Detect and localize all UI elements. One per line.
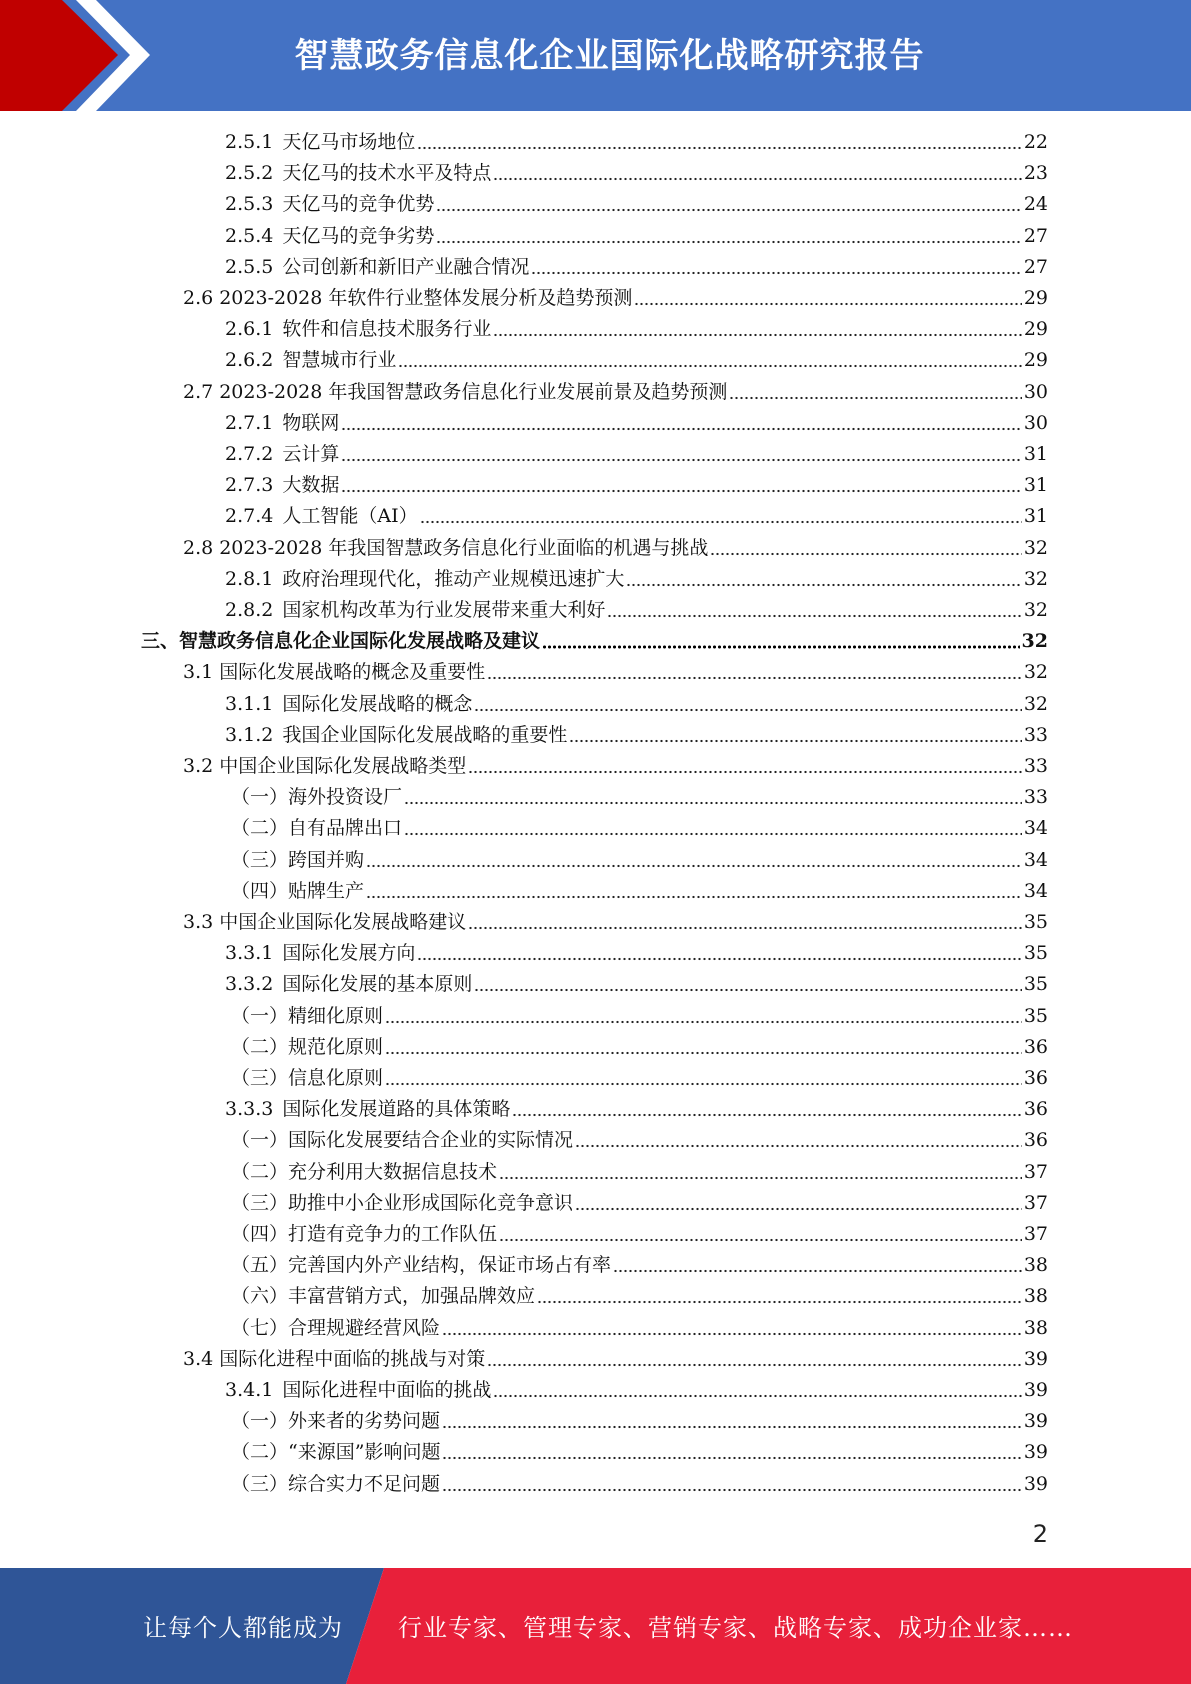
toc-entry-page: 33 [1023,786,1048,809]
footer-slogan-left: 让每个人都能成为 [143,1614,343,1642]
toc-entry-title: 国际化进程中面临的挑战与对策 [219,1347,486,1370]
toc-entry-page: 35 [1023,1004,1048,1027]
toc-entry[interactable] [225,314,1048,345]
toc-entry-page: 36 [1023,1129,1048,1152]
toc-entry-number: 3.3.1 [225,942,274,965]
toc-entry[interactable] [183,657,1048,688]
toc-entry[interactable] [231,876,1048,907]
toc-entry-page: 32 [1023,599,1048,621]
toc-entry-title: 政府治理现代化，推动产业规模迅速扩大 [282,567,625,590]
toc-entry[interactable] [231,1406,1048,1437]
toc-entry-number: 3.1 [183,661,214,684]
toc-entry-number: （六） [231,1285,289,1308]
toc-entry-number: 2.5.1 [225,131,274,153]
toc-entry-number: 2.8.1 [225,567,274,590]
toc-entry-page: 39 [1023,1347,1048,1370]
toc-entry[interactable] [231,845,1048,876]
toc-entry-page: 35 [1023,942,1048,965]
toc-entry-number: （一） [231,1004,289,1027]
toc-entry-title: 物联网 [282,411,340,434]
toc-entry-number: （二） [231,1035,289,1058]
toc-entry-number: （七） [231,1316,289,1339]
toc-entry-title: 智慧政务信息化企业国际化发展战略及建议 [179,630,541,653]
toc-entry-title: 打造有竞争力的工作队伍 [288,1223,498,1245]
toc-entry-page: 32 [1023,567,1048,590]
toc-entry-page: 37 [1023,1191,1048,1214]
toc-entry[interactable] [231,1032,1048,1063]
toc-entry-number: 3.1.2 [225,723,274,746]
toc-entry-page: 24 [1023,193,1048,216]
toc-dot-leader [341,454,1021,462]
toc-entry-page: 34 [1023,879,1048,902]
toc-entry-title: 我国企业国际化发展战略的重要性 [282,723,568,746]
toc-entry-number: （二） [231,817,289,840]
toc-entry[interactable] [225,689,1048,720]
toc-entry[interactable] [231,1125,1048,1156]
toc-entry[interactable] [231,1063,1048,1094]
toc-entry-page: 30 [1023,380,1048,403]
toc-entry-number: （一） [231,1410,289,1433]
toc-entry-number: 2.7.1 [225,411,274,434]
toc-entry-page: 29 [1023,287,1048,309]
toc-entry-title: 综合实力不足问题 [288,1472,441,1495]
toc-entry[interactable] [225,595,1048,626]
toc-entry-title: 海外投资设厂 [288,786,403,809]
toc-entry[interactable] [225,189,1048,220]
toc-dot-leader [341,423,1021,431]
toc-dot-leader [493,173,1021,181]
toc-entry-title: 2023-2028 年我国智慧政务信息化行业发展前景及趋势预测 [219,380,728,403]
toc-entry-title: 国际化发展战略的概念 [282,692,473,715]
toc-entry-number: 3.1.1 [225,692,274,715]
toc-dot-leader [493,1390,1021,1398]
toc-entry[interactable] [225,345,1048,376]
toc-entry-number: 2.7.2 [225,443,274,465]
toc-entry[interactable] [183,283,1048,314]
report-title: 智慧政务信息化企业国际化战略研究报告 [294,36,925,76]
toc-entry[interactable] [225,1094,1048,1125]
toc-entry-page: 29 [1023,349,1048,372]
toc-entry-title: 人工智能（AI） [282,505,418,528]
toc-entry[interactable] [141,626,1048,657]
toc-entry-number: （四） [231,1223,289,1245]
toc-entry[interactable] [183,751,1048,782]
toc-entry-page: 32 [1023,692,1048,715]
toc-dot-leader [436,204,1021,212]
toc-entry-number: （三） [231,1067,289,1089]
toc-entry-title: 国际化发展要结合企业的实际情况 [288,1129,574,1152]
toc-entry[interactable] [225,720,1048,751]
toc-dot-leader [468,766,1022,774]
toc-entry-page: 38 [1023,1254,1048,1277]
toc-dot-leader [366,891,1022,899]
toc-entry-title: 国际化发展战略的概念及重要性 [219,661,486,684]
toc-entry-page: 34 [1023,817,1048,840]
toc-entry-number: 2.5.2 [225,162,274,185]
toc-entry-number: 2.7 [183,380,214,403]
toc-entry-number: 3.2 [183,755,214,777]
toc-entry[interactable] [231,1001,1048,1032]
toc-entry-number: 2.8.2 [225,599,274,621]
toc-entry-page: 37 [1023,1223,1048,1245]
toc-entry-number: 2.5.5 [225,255,274,278]
toc-entry-page: 34 [1023,848,1048,871]
toc-dot-leader [487,672,1022,680]
toc-dot-leader [442,1452,1021,1460]
toc-entry[interactable] [183,377,1048,408]
toc-entry-page: 37 [1023,1160,1048,1183]
toc-entry-number: 3.3.2 [225,973,274,996]
toc-entry-number: （一） [231,786,289,809]
toc-entry-page: 29 [1023,318,1048,341]
toc-dot-leader [710,548,1021,556]
toc-dot-leader [385,1047,1022,1055]
toc-entry-number: （一） [231,1129,289,1152]
toc-dot-leader [537,1296,1022,1304]
toc-entry-page: 23 [1023,162,1048,185]
toc-entry-page: 35 [1023,911,1048,933]
toc-dot-leader [468,922,1022,930]
toc-dot-leader [575,1203,1022,1211]
toc-entry[interactable] [225,158,1048,189]
toc-entry-title: 中国企业国际化发展战略建议 [219,911,467,933]
toc-entry-number: （四） [231,879,289,902]
toc-entry-page: 33 [1023,755,1048,777]
toc-dot-leader [531,267,1021,275]
toc-entry-page: 36 [1023,1067,1048,1089]
toc-entry-title: 国际化发展的基本原则 [282,973,473,996]
toc-entry[interactable] [231,1188,1048,1219]
toc-entry-title: 信息化原则 [288,1067,384,1089]
toc-entry-number: 三、 [141,630,180,653]
toc-dot-leader [493,329,1021,337]
toc-entry[interactable] [231,1281,1048,1312]
toc-dot-leader [634,298,1021,306]
toc-entry[interactable] [225,470,1048,501]
toc-entry[interactable] [231,813,1048,844]
toc-dot-leader [487,1359,1022,1367]
toc-entry[interactable] [225,127,1048,158]
toc-dot-leader [474,704,1021,712]
toc-entry[interactable] [225,408,1048,439]
toc-dot-leader [575,1140,1022,1148]
toc-dot-leader [499,1172,1022,1180]
toc-dot-leader [442,1484,1022,1492]
toc-entry-number: （五） [231,1254,289,1277]
toc-entry-page: 32 [1023,661,1048,684]
toc-dot-leader [474,984,1021,992]
toc-entry-title: 国际化发展道路的具体策略 [282,1098,511,1121]
toc-entry-number: 2.7.4 [225,505,274,528]
toc-entry-title: 助推中小企业形成国际化竞争意识 [288,1191,574,1214]
toc-dot-leader [398,360,1021,368]
toc-dot-leader [417,953,1021,961]
toc-entry-title: 天亿马市场地位 [282,131,416,153]
toc-entry-page: 38 [1023,1316,1048,1339]
toc-entry[interactable] [225,252,1048,283]
toc-entry-title: 天亿马的技术水平及特点 [282,162,492,185]
toc-entry[interactable] [225,221,1048,252]
toc-entry[interactable] [231,1157,1048,1188]
toc-entry-number: 2.5.4 [225,224,274,247]
toc-entry-number: （三） [231,1472,289,1495]
toc-entry[interactable] [183,1344,1048,1375]
toc-entry-number: 2.6.2 [225,349,274,372]
toc-dot-leader [613,1265,1022,1273]
toc-entry-number: 2.5.3 [225,193,274,216]
toc-entry-number: （三） [231,1191,289,1214]
toc-entry-title: 贴牌生产 [288,879,365,902]
toc-entry-page: 33 [1023,723,1048,746]
toc-entry[interactable] [231,1250,1048,1281]
toc-entry[interactable] [231,1219,1048,1250]
toc-entry-page: 38 [1023,1285,1048,1308]
toc-entry[interactable] [225,969,1048,1000]
toc-entry-page: 27 [1023,255,1048,278]
toc-entry-title: 自有品牌出口 [288,817,403,840]
toc-entry-title: 软件和信息技术服务行业 [282,318,492,341]
toc-entry-number: 3.3 [183,911,214,933]
toc-entry-title: 丰富营销方式，加强品牌效应 [288,1285,536,1308]
page-number: 2 [1032,1520,1048,1548]
toc-entry-title: 2023-2028 年我国智慧政务信息化行业面临的机遇与挑战 [219,536,709,559]
toc-dot-leader [512,1109,1021,1117]
toc-entry-number: 3.4 [183,1347,214,1370]
toc-entry-page: 35 [1023,973,1048,996]
toc-dot-leader [626,579,1021,587]
toc-entry-title: 智慧城市行业 [282,349,397,372]
toc-entry-page: 31 [1023,474,1048,497]
toc-entry-number: （三） [231,848,289,871]
toc-dot-leader [385,1078,1022,1086]
toc-entry-number: （二） [231,1160,289,1183]
toc-dot-leader [404,828,1022,836]
toc-entry[interactable] [231,782,1048,813]
toc-entry[interactable] [225,564,1048,595]
toc-entry[interactable] [225,938,1048,969]
page-header [0,0,1191,111]
toc-entry-page: 39 [1023,1441,1048,1464]
page-footer [0,1568,1191,1684]
toc-entry[interactable] [225,439,1048,470]
toc-dot-leader [366,860,1022,868]
toc-entry-title: 云计算 [282,443,340,465]
toc-entry-title: 规范化原则 [288,1035,384,1058]
toc-entry-number: 2.7.3 [225,474,274,497]
toc-dot-leader [442,1421,1022,1429]
toc-dot-leader [417,142,1021,150]
toc-entry-title: 外来者的劣势问题 [288,1410,441,1433]
toc-entry[interactable] [231,1469,1048,1500]
toc-entry[interactable] [183,907,1048,938]
toc-entry-title: 天亿马的竞争劣势 [282,224,435,247]
toc-entry-number: 3.3.3 [225,1098,274,1121]
toc-entry-title: 2023-2028 年软件行业整体发展分析及趋势预测 [219,287,633,309]
toc-entry-page: 39 [1023,1379,1048,1401]
toc-entry-title: 公司创新和新旧产业融合情况 [282,255,530,278]
toc-entry-page: 32 [1023,536,1048,559]
toc-entry[interactable] [225,501,1048,532]
toc-entry-page: 36 [1023,1035,1048,1058]
toc-entry-title: 完善国内外产业结构，保证市场占有率 [288,1254,612,1277]
toc-entry-title: 国际化进程中面临的挑战 [282,1379,492,1401]
toc-dot-leader [729,392,1021,400]
toc-entry-title: 中国企业国际化发展战略类型 [219,755,467,777]
toc-entry[interactable] [231,1313,1048,1344]
toc-entry-title: 跨国并购 [288,848,365,871]
toc-entry[interactable] [183,533,1048,564]
toc-dot-leader [542,641,1020,649]
toc-entry[interactable] [225,1375,1048,1406]
toc-dot-leader [404,797,1022,805]
toc-entry-title: 国家机构改革为行业发展带来重大利好 [282,599,606,621]
toc-dot-leader [499,1234,1022,1242]
toc-entry-page: 36 [1023,1098,1048,1121]
toc-dot-leader [385,1016,1022,1024]
toc-entry-number: （二） [231,1441,289,1464]
toc-entry-page: 31 [1023,443,1048,465]
toc-entry-page: 39 [1023,1410,1048,1433]
toc-entry-title: “来源国”影响问题 [288,1441,441,1464]
toc-entry-title: 国际化发展方向 [282,942,416,965]
toc-dot-leader [420,516,1022,524]
toc-entry-title: 合理规避经营风险 [288,1316,441,1339]
toc-entry-number: 3.4.1 [225,1379,274,1401]
toc-entry-page: 30 [1023,411,1048,434]
toc-dot-leader [436,236,1021,244]
toc-entry[interactable] [231,1437,1048,1468]
toc-entry-title: 天亿马的竞争优势 [282,193,435,216]
toc-dot-leader [341,485,1021,493]
toc-entry-title: 精细化原则 [288,1004,384,1027]
toc-entry-page: 32 [1021,630,1048,653]
toc-entry-title: 大数据 [282,474,340,497]
toc-entry-page: 39 [1023,1472,1048,1495]
footer-slogan-right: 行业专家、管理专家、营销专家、战略专家、成功企业家…… [398,1614,1073,1642]
toc-dot-leader [569,735,1021,743]
toc-entry-title: 充分利用大数据信息技术 [288,1160,498,1183]
toc-entry-number: 2.6.1 [225,318,274,341]
toc-entry-number: 2.8 [183,536,214,559]
toc-entry-number: 2.6 [183,287,214,309]
toc-dot-leader [607,610,1021,618]
toc-entry-page: 27 [1023,224,1048,247]
toc-entry-page: 31 [1023,505,1048,528]
toc-dot-leader [442,1328,1022,1336]
toc-entry-page: 22 [1023,131,1048,153]
